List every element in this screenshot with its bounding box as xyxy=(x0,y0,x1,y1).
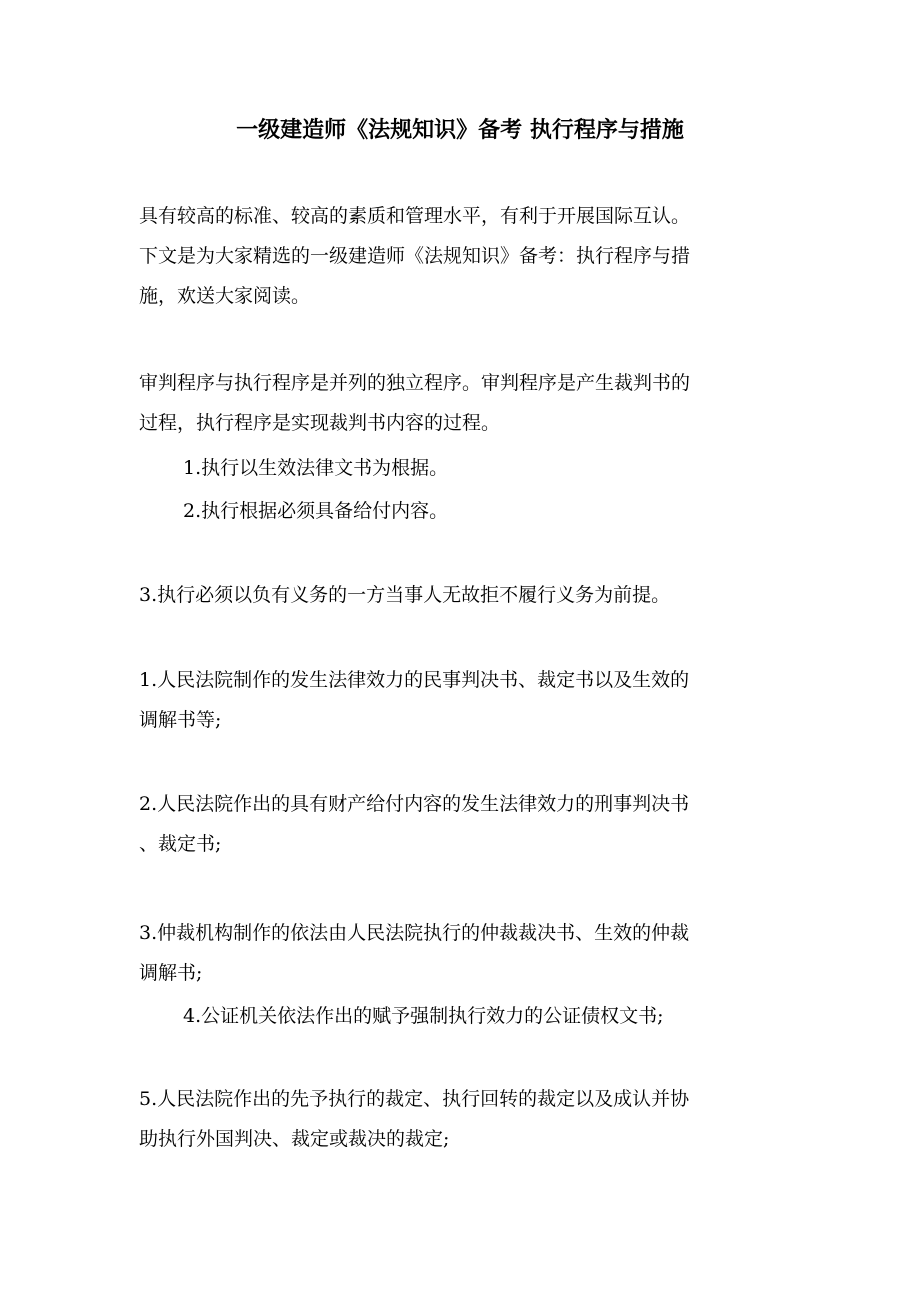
list-item: 2.执行根据必须具备给付内容。 xyxy=(183,500,449,522)
list-item xyxy=(139,660,779,740)
section-line: 审判程序与执行程序是并列的独立程序。审判程序是产生裁判书的 xyxy=(139,372,691,394)
intro-line: 施，欢送大家阅读。 xyxy=(139,285,311,307)
list-item-line: 调解书等; xyxy=(139,709,222,731)
list-item-line: 、裁定书; xyxy=(139,833,222,855)
list-item: 4.公证机关依法作出的赋予强制执行效力的公证债权文书; xyxy=(183,1005,664,1027)
list-item-line: 3.仲裁机构制作的依法由人民法院执行的仲裁裁决书、生效的仲裁 xyxy=(139,922,690,944)
list-item xyxy=(139,1079,779,1159)
intro-paragraph xyxy=(139,196,779,316)
section-paragraph xyxy=(139,363,779,443)
list-item: 3.执行必须以负有义务的一方当事人无故拒不履行义务为前提。 xyxy=(139,584,671,606)
list-item-line: 助执行外国判决、裁定或裁决的裁定; xyxy=(139,1128,450,1150)
section-line: 过程，执行程序是实现裁判书内容的过程。 xyxy=(139,412,501,434)
list-item xyxy=(139,913,779,993)
intro-line: 下文是为大家精选的一级建造师《法规知识》备考：执行程序与措 xyxy=(139,245,691,267)
list-item-line: 1.人民法院制作的发生法律效力的民事判决书、裁定书以及生效的 xyxy=(139,669,690,691)
list-item-line: 2.人民法院作出的具有财产给付内容的发生法律效力的刑事判决书 xyxy=(139,793,690,815)
list-item xyxy=(139,784,779,864)
list-item-line: 5.人民法院作出的先予执行的裁定、执行回转的裁定以及成认并协 xyxy=(139,1088,690,1110)
document-title: 一级建造师《法规知识》备考 执行程序与措施 xyxy=(236,117,684,143)
intro-line: 具有较高的标准、较高的素质和管理水平，有利于开展国际互认。 xyxy=(139,205,691,227)
list-item: 1.执行以生效法律文书为根据。 xyxy=(183,457,449,479)
list-item-line: 调解书; xyxy=(139,962,203,984)
